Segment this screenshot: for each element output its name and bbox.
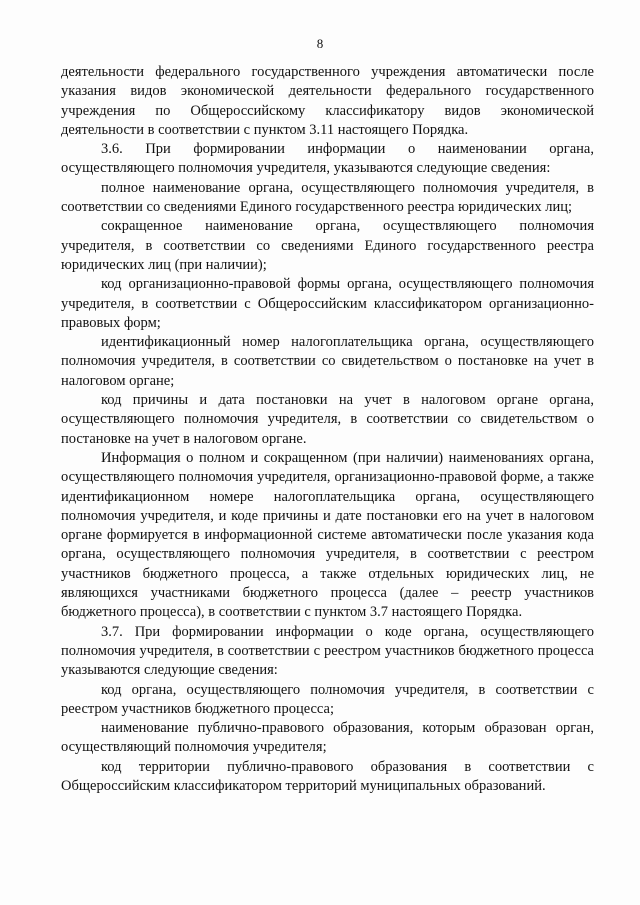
paragraph-public-entity-name: наименование публично-правового образования, которым образован орган, осуществляющий полномочия учредителя; xyxy=(61,720,594,756)
paragraph-territory-code: код территории публично-правового образования в соответствии с Общероссийским классификатором территорий муниципальных образований. xyxy=(61,758,594,794)
document-body xyxy=(61,63,594,796)
paragraph-3-7: 3.7. При формировании информации о коде органа, осуществляющего полномочия учредителя, в соответствии с реестром участников бюджетного процесса указываются следующие сведения: xyxy=(61,623,594,679)
paragraph-continuation: деятельности федерального государственного учреждения автоматически после указания видов экономической деятельности федерального государственного учреждения по Общероссийскому классификатору видов экономической деятельности в соответствии с пунктом 3.11 настоящего Порядка. xyxy=(61,64,594,138)
paragraph-inn: идентификационный номер налогоплательщика органа, осуществляющего полномочия учредителя, в соответствии со свидетельством о постановке на учет в налоговом органе; xyxy=(61,334,594,389)
paragraph-info-formation: Информация о полном и сокращенном (при наличии) наименованиях органа, осуществляющего полномочия учредителя, организационно-правовой форме, а также идентификационном номере налогоплательщика органа, осуществляющего полномочия учредителя, и коде причины и дате постановки его на учет в налоговом органе формируется в информационной системе автоматически после указания кода органа, осуществляющего полномочия учредителя, в соответствии с реестром участников бюджетного процесса, а также отдельных юридических лиц, не являющихся участниками бюджетного процесса (далее – реестр участников бюджетного процесса), в соответствии с пунктом 3.7 настоящего Порядка. xyxy=(61,449,594,621)
paragraph-legal-form-code: код организационно-правовой формы органа, осуществляющего полномочия учредителя, в соответствии с Общероссийским классификатором организационно-правовых форм; xyxy=(61,276,594,331)
paragraph-full-name: полное наименование органа, осуществляющего полномочия учредителя, в соответствии со сведениями Единого государственного реестра юридических лиц; xyxy=(61,179,594,216)
paragraph-kpp: код причины и дата постановки на учет в налоговом органе органа, осуществляющего полномочия учредителя, в соответствии со свидетельством о постановке на учет в налоговом органе. xyxy=(61,392,594,447)
paragraph-organ-code: код органа, осуществляющего полномочия учредителя, в соответствии с реестром участников бюджетного процесса; xyxy=(61,681,594,717)
paragraph-short-name: сокращенное наименование органа, осуществляющего полномочия учредителя, в соответствии со сведениями Единого государственного реестра юридических лиц (при наличии); xyxy=(61,218,594,273)
paragraph-3-6: 3.6. При формировании информации о наименовании органа, осуществляющего полномочия учредителя, указываются следующие сведения: xyxy=(61,141,594,177)
page-number: 8 xyxy=(316,36,324,51)
